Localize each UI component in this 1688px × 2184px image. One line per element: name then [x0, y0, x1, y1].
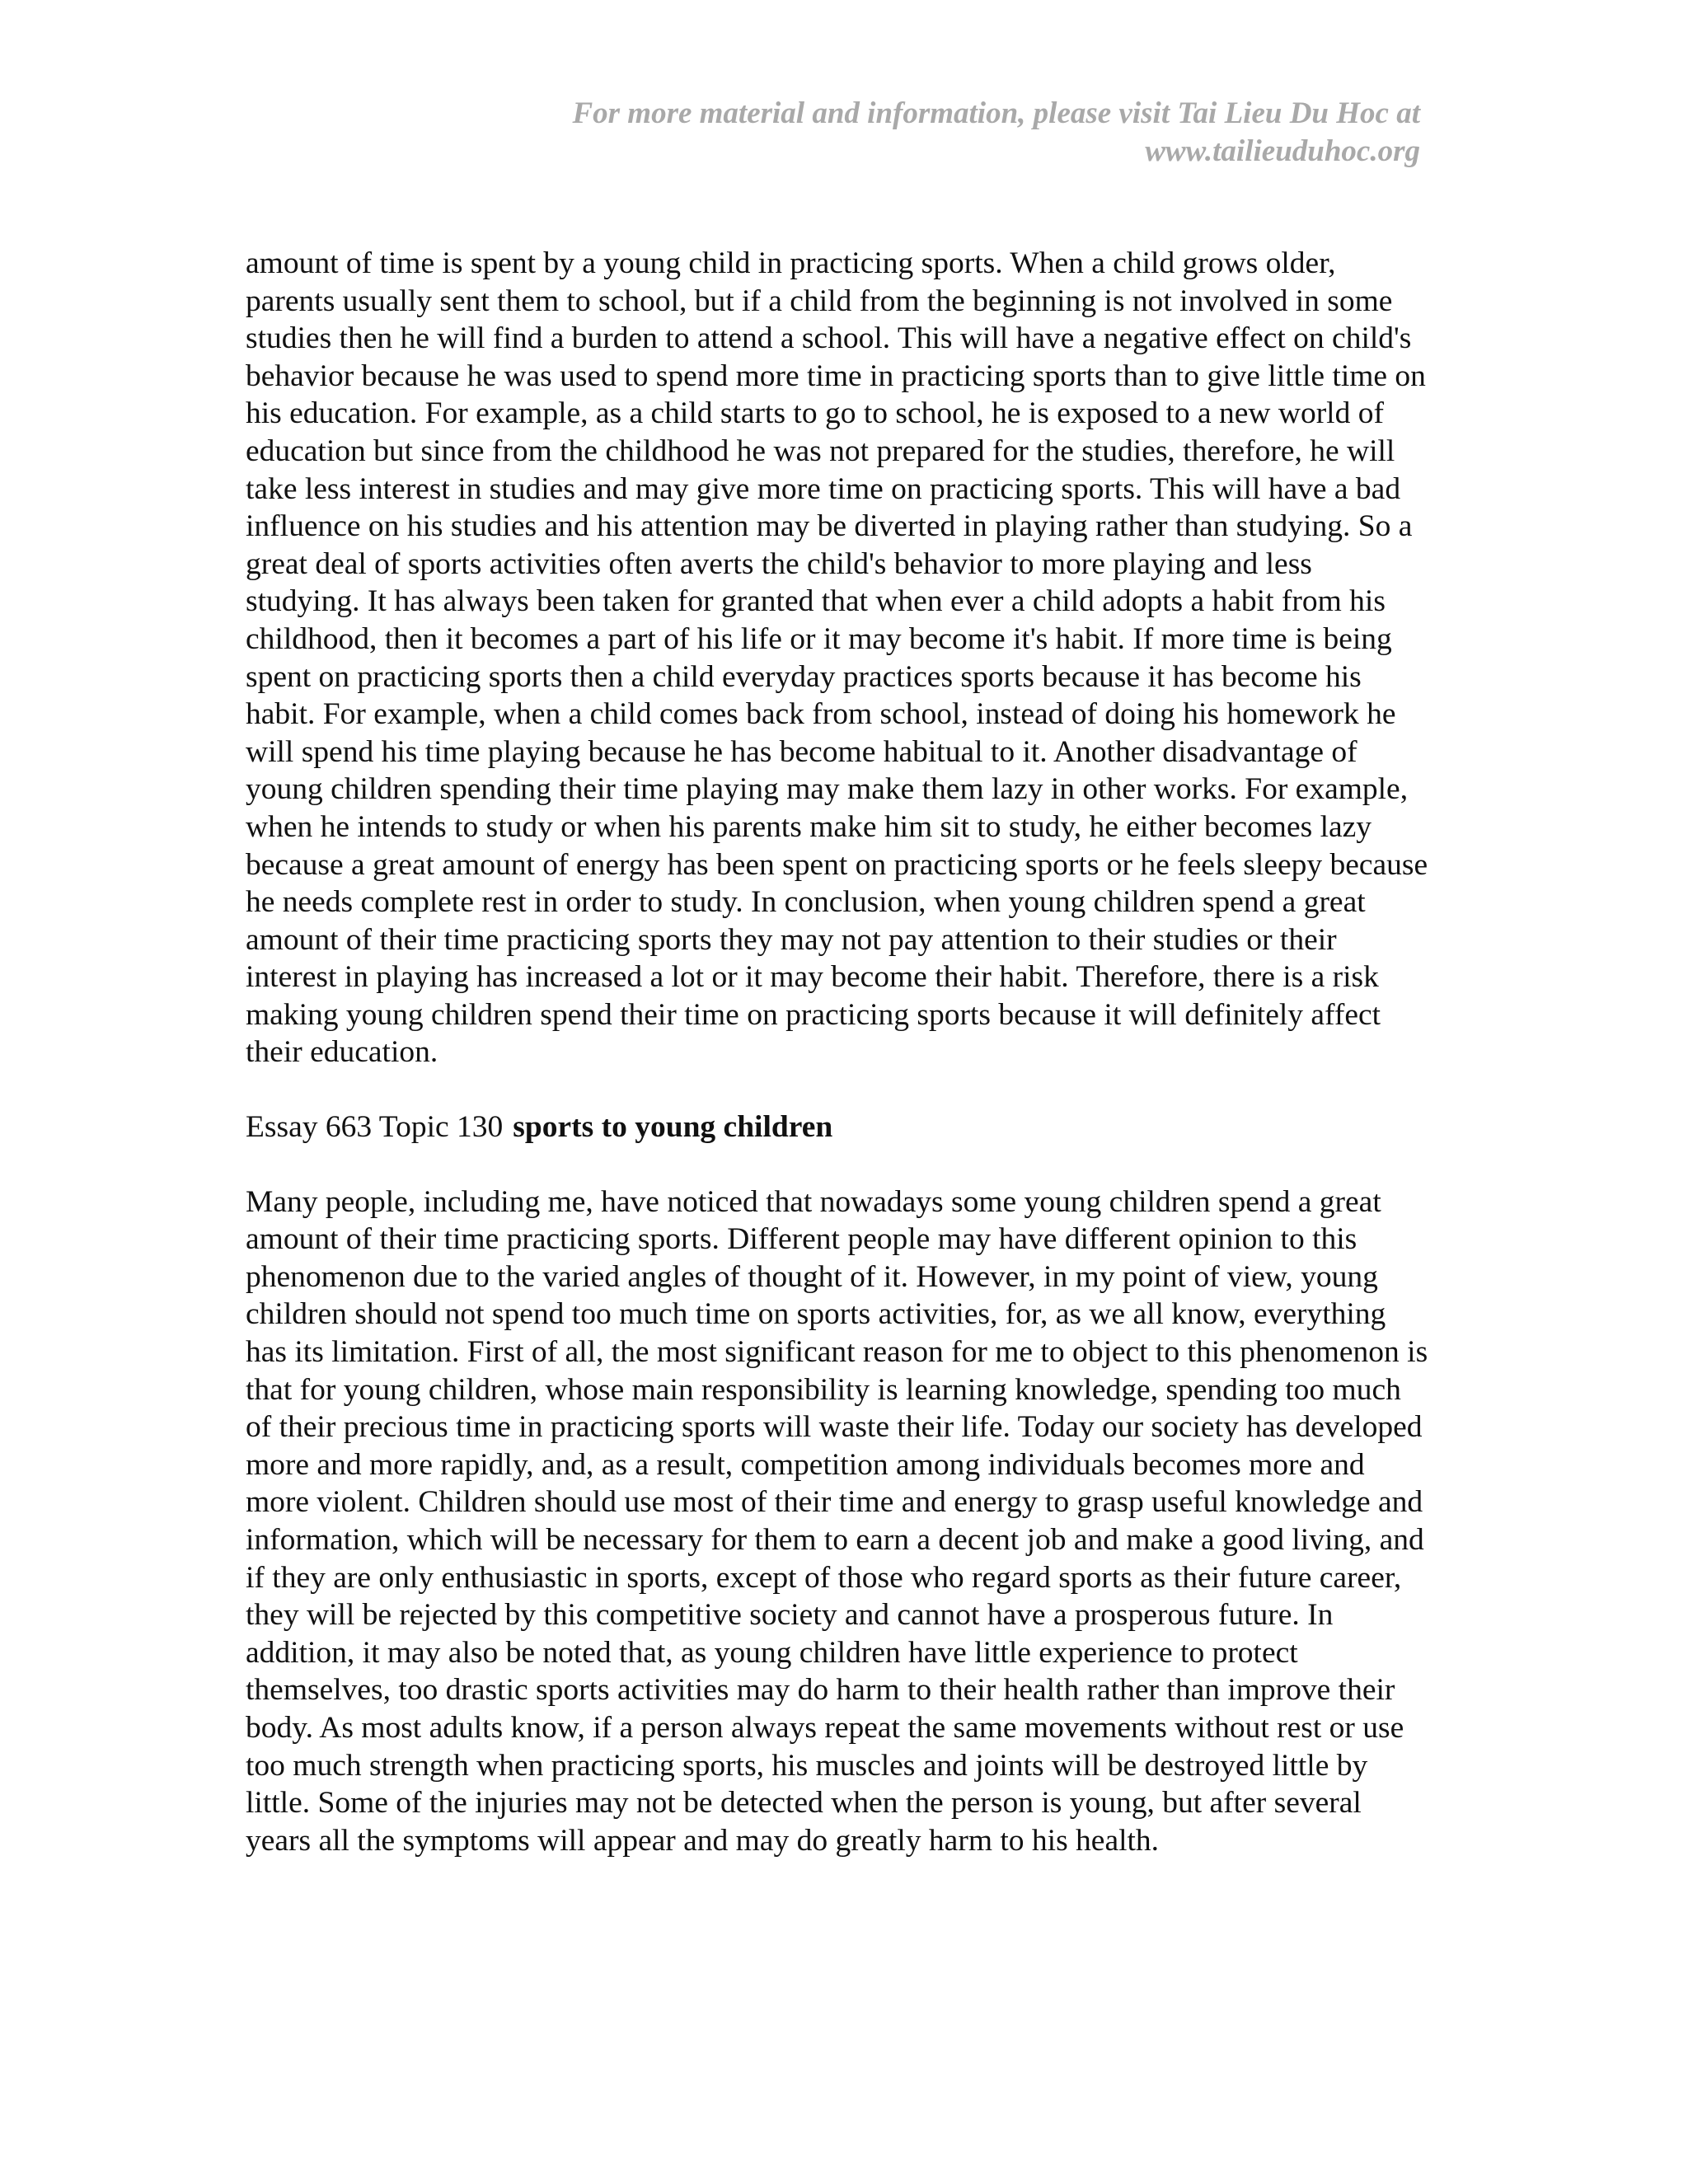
essay-heading — [246, 1108, 1432, 1146]
essay-label: Essay 663 Topic 130 — [246, 1110, 504, 1145]
header-line-2: www.tailieuduhoc.org — [1145, 134, 1420, 168]
body-paragraph-1: amount of time is spent by a young child in practicing sports. When a child grows older, parents usually sent them to school, but if a child from the beginning is not involved in some studies then he will find a burden to attend a school. This will have a negative effect on child's behavior because he was used to spend more time in practicing sports than to give little time on his education. For example, as a child starts to go to school, he is exposed to a new world of education but since from the childhood he was not prepared for the studies, therefore, he will take less interest in studies and may give more time on practicing sports. This will have a bad influence on his studies and his attention may be diverted in playing rather than studying. So a great deal of sports activities often averts the child's behavior to more playing and less studying. It has always been taken for granted that when ever a child adopts a habit from his childhood, then it becomes a part of his life or it may become it's habit. If more time is being spent on practicing sports then a child everyday practices sports because it has become his habit. For example, when a child comes back from school, instead of doing his homework he will spend his time playing because he has become habitual to it. Another disadvantage of young children spending their time playing may make them lazy in other works. For example, when he intends to study or when his parents make him sit to study, he either becomes lazy because a great amount of energy has been spent on practicing sports or he feels sleepy because he needs complete rest in order to study. In conclusion, when young children spend a great amount of their time practicing sports they may not pay attention to their studies or their interest in playing has increased a lot or it may become their habit. Therefore, there is a risk making young children spend their time on practicing sports because it will definitely affect their education. — [246, 246, 1428, 1070]
page-header — [349, 95, 1420, 171]
header-line-1: For more material and information, please visit Tai Lieu Du Hoc at — [572, 96, 1420, 130]
essay-topic-title: sports to young children — [513, 1110, 833, 1145]
document-body — [246, 245, 1432, 1859]
body-paragraph-2: Many people, including me, have noticed that nowadays some young children spend a great amount of their time practicing sports. Different people may have different opinion to this phenomenon due to the varied angles of thought of it. However, in my point of view, young children should not spend too much time on sports activities, for, as we all know, everything has its limitation. First of all, the most significant reason for me to object to this phenomenon is that for young children, whose main responsibility is learning knowledge, spending too much of their precious time in practicing sports will waste their life. Today our society has developed more and more rapidly, and, as a result, competition among individuals becomes more and more violent. Children should use most of their time and energy to grasp useful knowledge and information, which will be necessary for them to earn a decent job and make a good living, and if they are only enthusiastic in sports, except of those who regard sports as their future career, they will be rejected by this competitive society and cannot have a prosperous future. In addition, it may also be noted that, as young children have little experience to protect themselves, too drastic sports activities may do harm to their health rather than improve their body. As most adults know, if a person always repeat the same movements without rest or use too much strength when practicing sports, his muscles and joints will be destroyed little by little. Some of the injuries may not be detected when the person is young, but after several years all the symptoms will appear and may do greatly harm to his health. — [246, 1184, 1428, 1858]
